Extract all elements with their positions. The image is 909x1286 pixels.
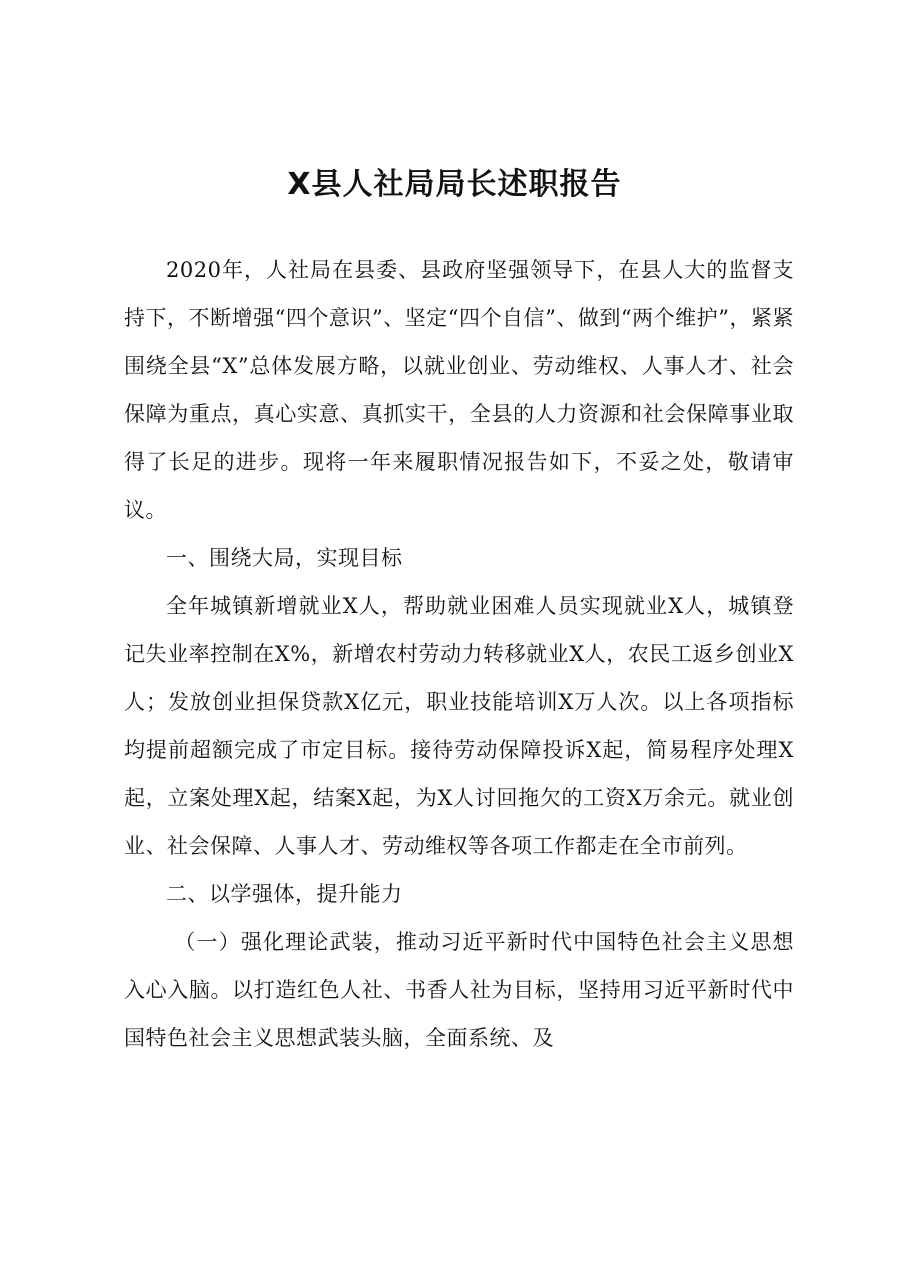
section-1-paragraph: 全年城镇新增就业X人，帮助就业困难人员实现就业X人，城镇登记失业率控制在X%，新增农村劳动力转移就业X人，农民工返乡创业X人；发放创业担保贷款X亿元，职业技能培训X万人次。以上各项指标均提前超额完成了市定目标。接待劳动保障投诉X起，简易程序处理X起，立案处理X起，结案X起，为X人讨回拖欠的工资X万余元。就业创业、社会保障、人事人才、劳动维权等各项工作都走在全市前列。 bbox=[124, 594, 794, 858]
section-heading-2: 二、以学强体，提升能力 bbox=[166, 882, 403, 906]
subsection-1-paragraph: （一）强化理论武装，推动习近平新时代中国特色社会主义思想入心入脑。以打造红色人社、书香人社为目标，坚持用习近平新时代中国特色社会主义思想武装头脑，全面系统、及 bbox=[124, 930, 794, 1050]
document-body bbox=[124, 246, 794, 1062]
section-heading-1: 一、围绕大局，实现目标 bbox=[166, 546, 403, 570]
intro-paragraph: 2020年，人社局在县委、县政府坚强领导下，在县人大的监督支持下，不断增强“四个意识”、坚定“四个自信”、做到“两个维护”，紧紧围绕全县“X”总体发展方略，以就业创业、劳动维权、人事人才、社会保障为重点，真心实意、真抓实干，全县的人力资源和社会保障事业取得了长足的进步。现将一年来履职情况报告如下，不妥之处，敬请审议。 bbox=[124, 258, 794, 522]
document-title: X县人社局局长述职报告 bbox=[287, 167, 622, 202]
